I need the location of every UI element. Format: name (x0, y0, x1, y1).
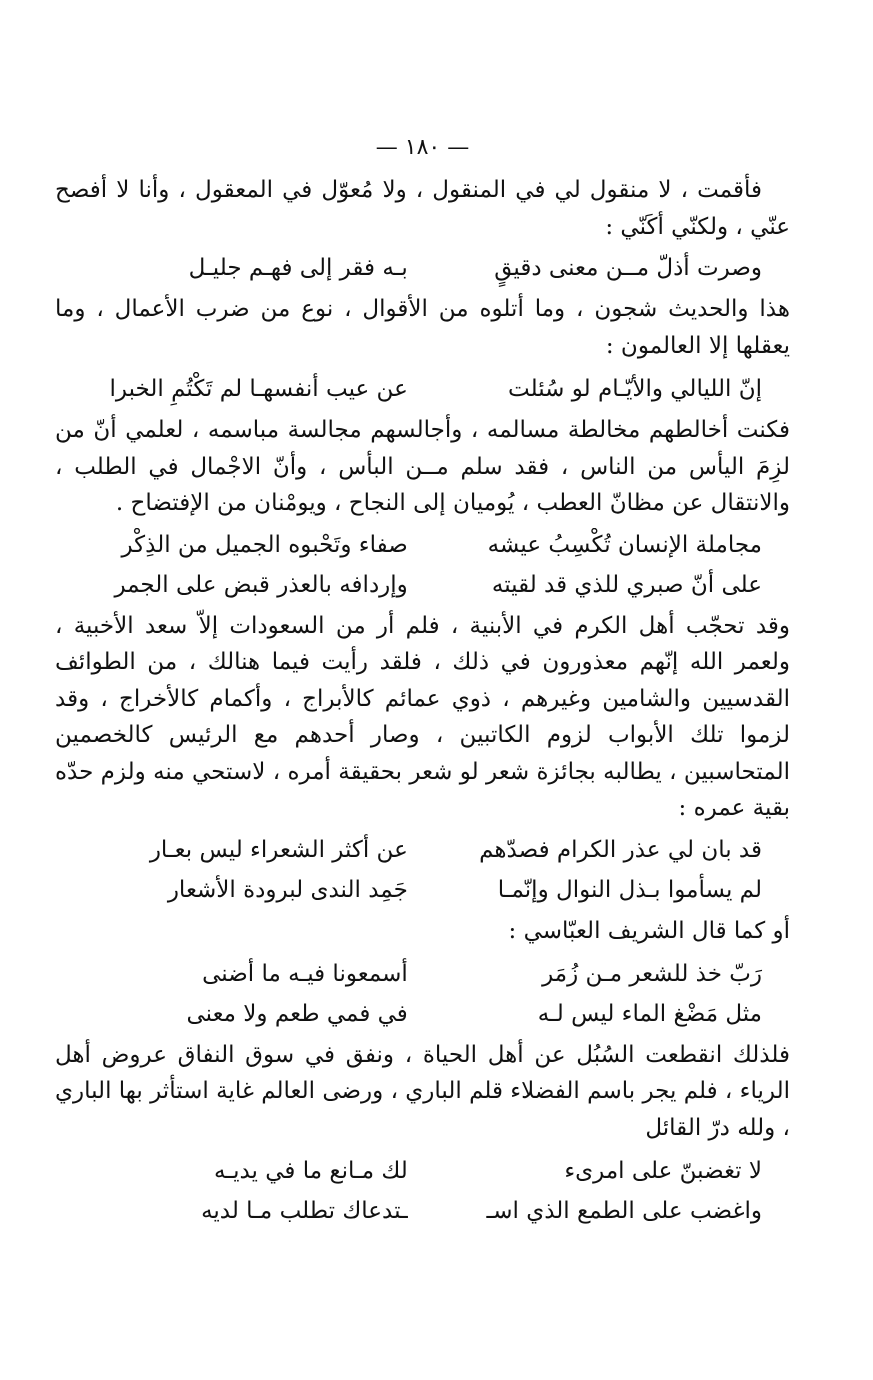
verse-1-second-hemistich: بـه فقر إلى فهـم جليـل (188, 255, 408, 281)
book-page (55, 128, 790, 1328)
paragraph-3: فكنت أخالطهم مخالطة مسالمه ، وأجالسهم مجالسة مباسمه ، لعلمي أنّ من لزِمَ اليأس من الناس ، فقد سلم مــن البأس ، وأنّ الاجْمال في الطلب ، والانتقال عن مظانّ العطب ، يُوميان إلى النجاح ، ويومْنان من الإفتضاح . (55, 417, 790, 516)
page-number: — ١٨٠ — (375, 135, 470, 160)
paragraph-5: فلذلك انقطعت السُبُل عن أهل الحياة ، ونفق في سوق النفاق عروض أهل الرياء ، فلم يجر باسم الفضلاء قلم الباري ، ورضى العالم غاية استأثر بها الباري ، ولله درّ القائل (55, 1041, 790, 1141)
verse-10-second-hemistich: ـتدعاك تطلب مـا لديه (201, 1198, 408, 1224)
verse-line-8 (55, 997, 790, 1033)
verse-4-second-hemistich: وإردافه بالعذر قبض على الجمر (114, 571, 408, 598)
verse-6-second-hemistich: جَمِد الندى لبرودة الأشعار (167, 876, 408, 903)
verse-line-4 (55, 568, 790, 604)
verse-5-second-hemistich: عن أكثر الشعراء ليس بعـار (149, 836, 408, 863)
verse-line-3 (55, 528, 790, 564)
verse-10-first-hemistich: واغضب على الطمع الذي اسـ (486, 1198, 762, 1224)
paragraph-4: وقد تحجّب أهل الكرم في الأبنية ، فلم أر من السعودات إلاّ سعد الأخبية ، ولعمر الله إنّهم معذورون في ذلك ، فلقد رأيت فيما هنالك ، من الطوائف القدسيين والشامين وغيرهم ، ذوي عمائم كالأبراج ، وأكمام كالأخراج ، وقد لزموا تلك الأبواب لزوم الكاتبين ، وصار أحدهم مع الرئيس كالخصمين المتحاسبين ، يطالبه بجائزة شعر لو شعر بحقيقة أمره ، لاستحي منه ولزم حدّه بقية عمره : (55, 612, 790, 821)
verse-line-6 (55, 873, 790, 909)
verse-line-5 (55, 833, 790, 869)
verse-8-second-hemistich: في فمي طعم ولا معنى (186, 1000, 408, 1027)
paragraph-2: هذا والحديث شجون ، وما أتلوه من الأقوال ، نوع من ضرب الأعمال ، وما يعقلها إلا العالمون : (55, 296, 790, 359)
verse-2-first-hemistich: إنّ الليالي والأيّـام لو سُئلت (508, 376, 762, 402)
verse-3-first-hemistich: مجاملة الإنسان تُكْسِبُ عيشه (487, 531, 762, 558)
verse-line-9 (55, 1154, 790, 1190)
verse-9-second-hemistich: لك مـانع ما في يديـه (214, 1158, 408, 1184)
verse-9-first-hemistich: لا تغضبنّ على امرىء (564, 1158, 762, 1184)
verse-line-7 (55, 957, 790, 993)
verse-3-second-hemistich: صفاء وتَحْبوه الجميل من الذِكْر (121, 531, 408, 558)
verse-1-first-hemistich: وصرت أذلّ مــن معنى دقيقٍ (494, 255, 762, 281)
verse-6-first-hemistich: لم يسأموا بـذل النوال وإنّمـا (497, 876, 762, 903)
verse-7-second-hemistich: أسمعونا فيـه ما أضنى (202, 960, 408, 987)
verse-8-first-hemistich: مثل مَضْغ الماء ليس لـه (537, 1000, 762, 1027)
verse-5-first-hemistich: قد بان لي عذر الكرام فصدّهم (479, 836, 762, 863)
verse-2-second-hemistich: عن عيب أنفسهـا لم تَكْتُمِ الخبرا (109, 376, 408, 402)
verse-4-first-hemistich: على أنّ صبري للذي قد لقيته (491, 571, 762, 598)
verse-line-10 (55, 1194, 790, 1230)
verse-7-first-hemistich: رَبّ خذ للشعر مـن زُمَر (542, 960, 762, 987)
verse-line-1 (55, 251, 790, 287)
verse-line-2 (55, 372, 790, 408)
quote-intro: أو كما قال الشريف العبّاسي : (508, 917, 790, 944)
paragraph-1: فأقمت ، لا منقول لي في المنقول ، ولا مُعوّل في المعقول ، وأنا لا أفصح عنّي ، ولكنّي أكَنّي : (55, 177, 790, 240)
